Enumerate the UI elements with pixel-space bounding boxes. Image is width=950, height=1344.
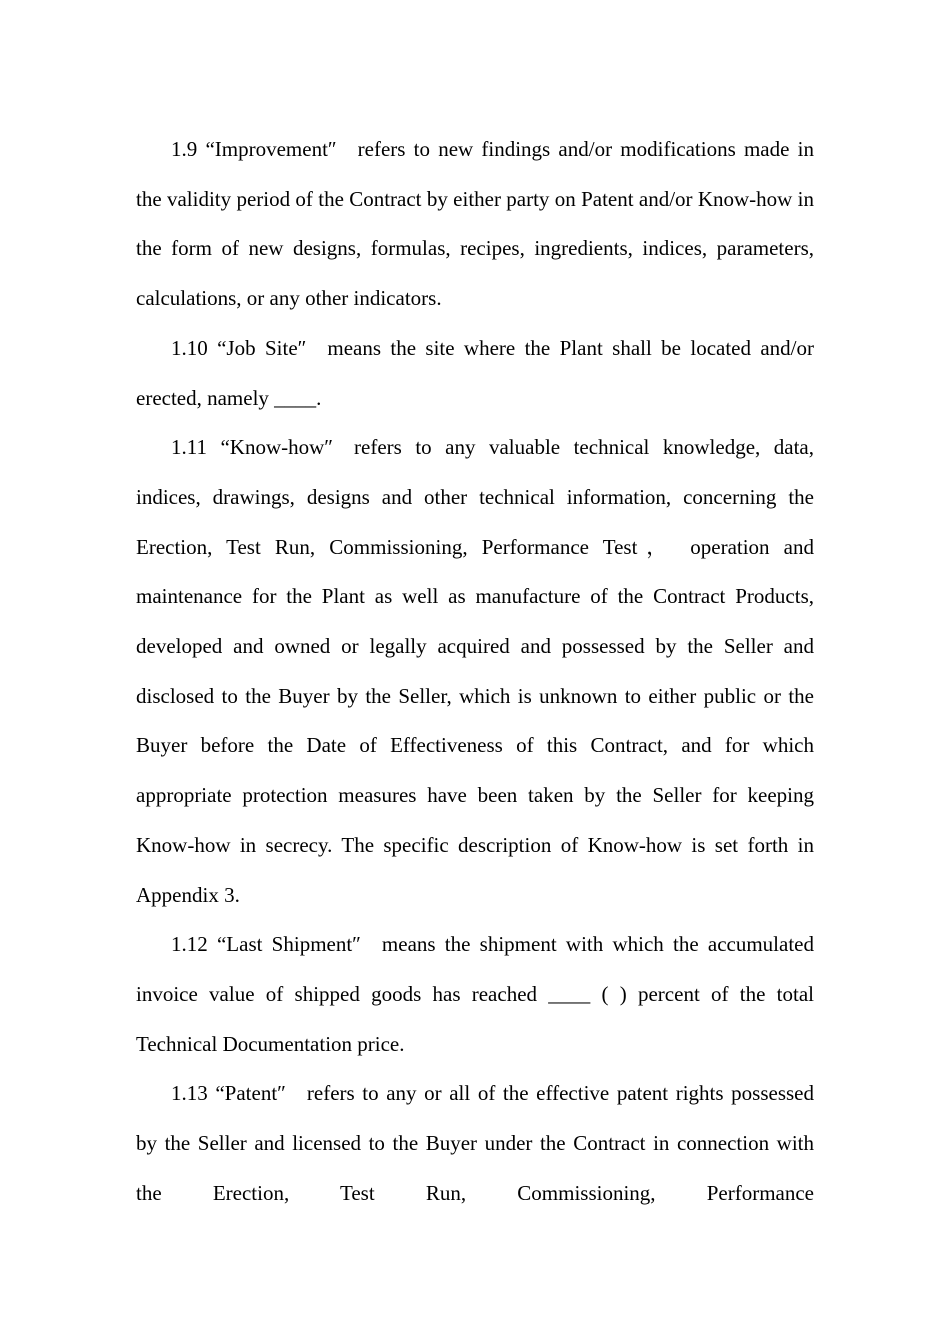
clause-1-11-know-how: 1.11 “Know-how″ refers to any valuable technical knowledge, data, indices, drawings, designs and other technical information, concerning the Erection, Test Run, Commissioning, Performance Test， operation and maintenance for the Plant as well as manufacture of the Contract Products, developed and owned or legally acquired and possessed by the Seller and disclosed to the Buyer by the Seller, which is unknown to either public or the Buyer before the Date of Effectiveness of this Contract, and for which appropriate protection measures have been taken by the Seller for keeping Know-how in secrecy. The specific description of Know-how is set forth in Appendix 3. [136,435,814,907]
clause-1-9-improvement: 1.9 “Improvement″ refers to new findings and/or modifications made in the validity period of the Contract by either party on Patent and/or Know-how in the form of new designs, formulas, recipes, ingredients, indices, parameters, calculations, or any other indicators. [136,137,814,311]
clause-1-10-job-site: 1.10 “Job Site″ means the site where the Plant shall be located and/or erected, namely ____. [136,335,814,410]
document-page [136,125,814,1218]
clause-1-13-patent: 1.13 “Patent″ refers to any or all of the effective patent rights possessed by the Seller and licensed to the Buyer under the Contract in connection with the Erection, Test Run, Commissioning, Performance [136,1081,814,1205]
clause-1-12-last-shipment: 1.12 “Last Shipment″ means the shipment with which the accumulated invoice value of shipped goods has reached ____ ( ) percent of the total Technical Documentation price. [136,932,814,1056]
